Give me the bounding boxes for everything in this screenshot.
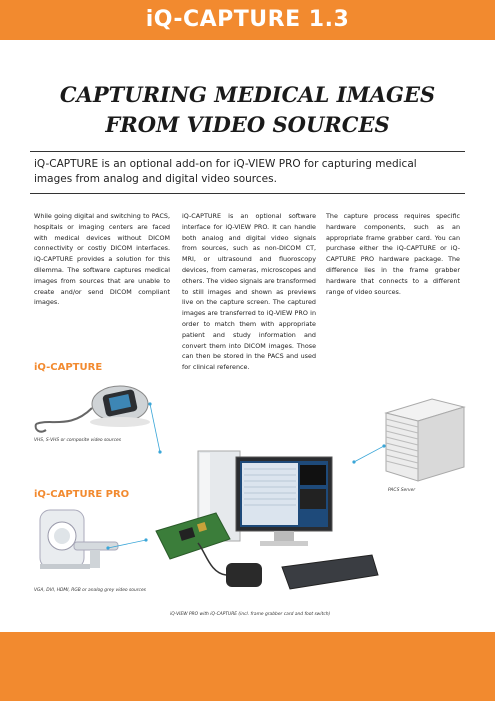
- main-title-line1: CAPTURING MEDICAL IMAGES: [59, 82, 436, 107]
- caption-workstation: iQ-VIEW PRO with iQ-CAPTURE (incl. frame grabber card and foot switch): [170, 612, 331, 617]
- caption-pro-sources: VGA, DVI, HDMI, RGB or analog grey video sources: [34, 588, 146, 593]
- caption-pacs-server: PACS Server: [388, 488, 416, 493]
- caption-basic-sources: VHS, S-VHS or composite video sources: [34, 438, 121, 443]
- footer-bar: [0, 632, 495, 701]
- body-column-3: The capture process requires specific hardware components, such as an appropriate frame grabber card. You can purchase either the iQ-CAPTURE or iQ-CAPTURE PRO hardware package. The difference lies in the frame grabber hardware that connects to a different range of video sources.: [326, 212, 460, 296]
- product-label-basic: iQ-CAPTURE: [34, 362, 103, 373]
- product-label-pro: iQ-CAPTURE PRO: [34, 489, 130, 500]
- body-column-1: While going digital and switching to PACS, hospitals or imaging centers are faced with medical devices without DICOM connectivity or costly DICOM interfaces. iQ-CAPTURE provides a solution for this dilemma. The software captures medical images from sources that are unable to create and/or send DICOM compliant images.: [34, 212, 170, 307]
- header-title: iQ-CAPTURE 1.3: [145, 7, 350, 32]
- intro-text: iQ-CAPTURE is an optional add-on for iQ-VIEW PRO for capturing medical images from analog and digital video sources.: [34, 158, 417, 185]
- body-column-2: iQ-CAPTURE is an optional software interface for iQ-VIEW PRO. It can handle both analog and digital video signals from sources, such as non-DICOM CT, MRI, or ultrasound and fluoroscopy devices, from cameras, microscopes and others. The video signals are transformed to still images and shown as previews live on the capture screen. The captured images are transferred to iQ-VIEW PRO in order to match them with appropriate patient and study information and convert them into DICOM images. Those can then be stored in the PACS and used for clinical reference.: [182, 212, 316, 372]
- main-title-line2: FROM VIDEO SOURCES: [105, 112, 390, 137]
